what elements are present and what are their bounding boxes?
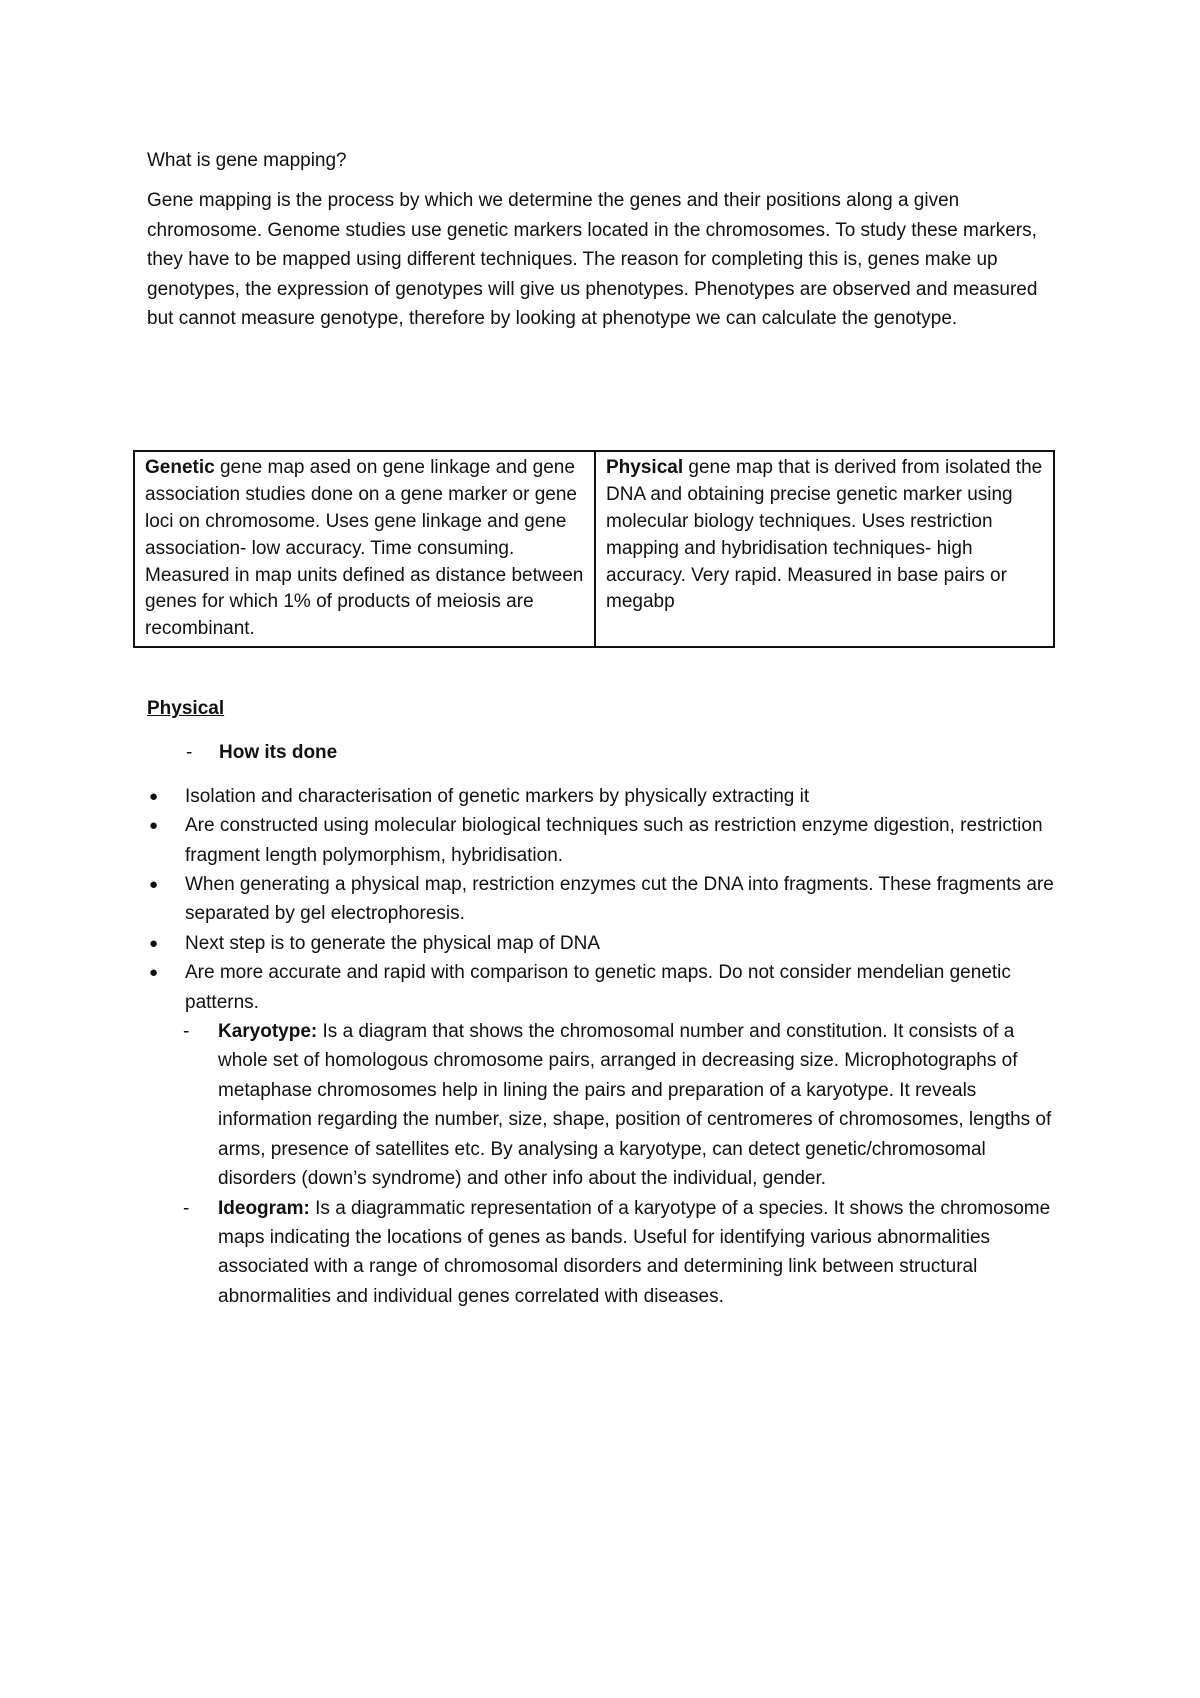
- how-its-done-item: [147, 738, 1067, 767]
- dash-marker: -: [183, 1021, 190, 1043]
- genetic-term: Genetic: [145, 457, 215, 479]
- list-item: [147, 929, 1067, 958]
- bullet-text: When generating a physical map, restriction enzymes cut the DNA into fragments. These fragments are separated by gel electrophoresis.: [185, 874, 1054, 925]
- list-item: [147, 811, 1067, 870]
- physical-term: Physical: [606, 457, 684, 479]
- bullet-icon: ●: [149, 817, 159, 835]
- sub-item-list: [147, 1017, 1067, 1311]
- ideogram-description: Is a diagrammatic representation of a karyotype of a species. It shows the chromosome maps indicating the locations of genes as bands. Useful for identifying various abnormalities associated with a range of chromosomal disorders and determining link between structural abnormalities and individual genes correlated with diseases.: [218, 1197, 1051, 1307]
- list-item: [147, 870, 1067, 929]
- karyotype-item: [183, 1017, 1067, 1193]
- section-question-title: What is gene mapping?: [147, 150, 347, 171]
- genetic-description: gene map ased on gene linkage and gene association studies done on a gene marker or gene loci on chromosome. Uses gene linkage and gene association- low accuracy. Time consuming. Measured in map units defined as distance between genes for which 1% of products of meiosis are recombinant.: [145, 457, 584, 640]
- intro-paragraph: Gene mapping is the process by which we determine the genes and their positions along a given chromosome. Genome studies use genetic markers located in the chromosomes. To study these markers, they have to be mapped using different techniques. The reason for completing this is, genes make up genotypes, the expression of genotypes will give us phenotypes. Phenotypes are observed and measured but cannot measure genotype, therefore by looking at phenotype we can calculate the genotype.: [147, 190, 1038, 330]
- karyotype-term: Karyotype:: [218, 1021, 318, 1043]
- bullet-text: Are more accurate and rapid with comparison to genetic maps. Do not consider mendelian genetic patterns.: [185, 962, 1011, 1013]
- comparison-table: [133, 450, 1055, 648]
- dash-marker: -: [186, 742, 193, 764]
- dash-marker: -: [183, 1197, 190, 1219]
- bullet-icon: ●: [149, 934, 159, 952]
- list-item: [147, 958, 1067, 1017]
- karyotype-description: Is a diagram that shows the chromosomal number and constitution. It consists of a whole set of homologous chromosome pairs, arranged in decreasing size. Microphotographs of metaphase chromosomes help in lining the pairs and preparation of a karyotype. It reveals information regarding the number, size, shape, position of centromeres of chromosomes, lengths of arms, presence of satellites etc. By analysing a karyotype, can detect genetic/chromosomal disorders (down’s syndrome) and other info about the individual, gender.: [218, 1021, 1052, 1190]
- bullet-icon: ●: [149, 876, 159, 894]
- karyotype-text: [218, 1017, 1067, 1193]
- list-item: [147, 782, 1067, 811]
- bullet-text: Isolation and characterisation of genetic markers by physically extracting it: [185, 785, 810, 807]
- bullet-icon: ●: [149, 964, 159, 982]
- how-its-done-subheading: How its done: [219, 742, 338, 764]
- bullet-icon: ●: [149, 787, 159, 805]
- document-body: [147, 146, 1067, 1311]
- ideogram-item: [183, 1194, 1067, 1312]
- ideogram-text: [218, 1194, 1067, 1312]
- physical-heading: Physical: [147, 698, 225, 720]
- physical-description: gene map that is derived from isolated the DNA and obtaining precise genetic marker using molecular biology techniques. Uses restriction mapping and hybridisation techniques- high accuracy. Very rapid. Measured in base pairs or megabp: [606, 457, 1043, 613]
- bullet-list: [147, 782, 1067, 1017]
- genetic-map-cell: [135, 452, 594, 646]
- bullet-text: Next step is to generate the physical map of DNA: [185, 932, 601, 954]
- physical-map-cell: [594, 452, 1053, 646]
- bullet-text: Are constructed using molecular biological techniques such as restriction enzyme digestion, restriction fragment length polymorphism, hybridisation.: [185, 815, 1043, 866]
- ideogram-term: Ideogram:: [218, 1197, 310, 1219]
